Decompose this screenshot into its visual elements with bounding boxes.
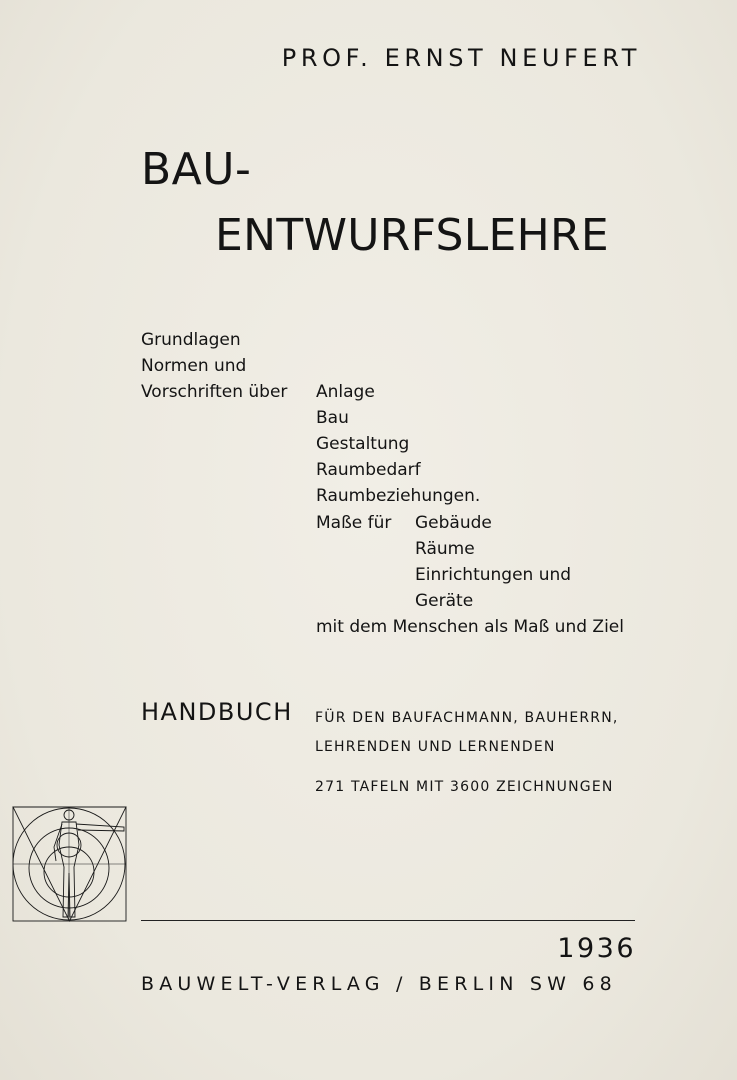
subtitle-masse: Maße für xyxy=(316,513,392,533)
author-name: PROF. ERNST NEUFERT xyxy=(281,44,641,72)
subtitle-item: Gebäude xyxy=(415,513,492,533)
publisher: BAUWELT-VERLAG / BERLIN SW 68 xyxy=(141,973,617,995)
title-line-2: ENTWURFSLEHRE xyxy=(215,210,610,261)
subtitle-item: Einrichtungen und xyxy=(415,565,572,585)
subtitle-item: Raumbeziehungen. xyxy=(316,486,481,506)
subtitle-item: Bau xyxy=(316,408,349,428)
handbuch-line-2: LEHRENDEN UND LERNENDEN xyxy=(315,739,556,755)
publication-year: 1936 xyxy=(557,933,636,964)
subtitle-item: Geräte xyxy=(415,591,474,611)
subtitle-vorschriften: Vorschriften über xyxy=(141,382,288,402)
handbuch-line-1: FÜR DEN BAUFACHMANN, BAUHERRN, xyxy=(315,710,619,726)
plates-count: 271 TAFELN MIT 3600 ZEICHNUNGEN xyxy=(315,779,614,795)
subtitle-closing: mit dem Menschen als Maß und Ziel xyxy=(316,617,624,637)
subtitle-item: Anlage xyxy=(316,382,375,402)
subtitle-item: Raumbedarf xyxy=(316,460,421,480)
subtitle-grundlagen: Grundlagen xyxy=(141,330,241,350)
subtitle-item: Räume xyxy=(415,539,475,559)
subtitle-item: Gestaltung xyxy=(316,434,410,454)
divider-rule xyxy=(141,920,635,921)
handbuch-heading: HANDBUCH xyxy=(141,698,293,726)
vitruvian-figure-icon xyxy=(12,805,129,923)
subtitle-normen: Normen und xyxy=(141,356,247,376)
title-line-1: BAU- xyxy=(141,144,252,195)
